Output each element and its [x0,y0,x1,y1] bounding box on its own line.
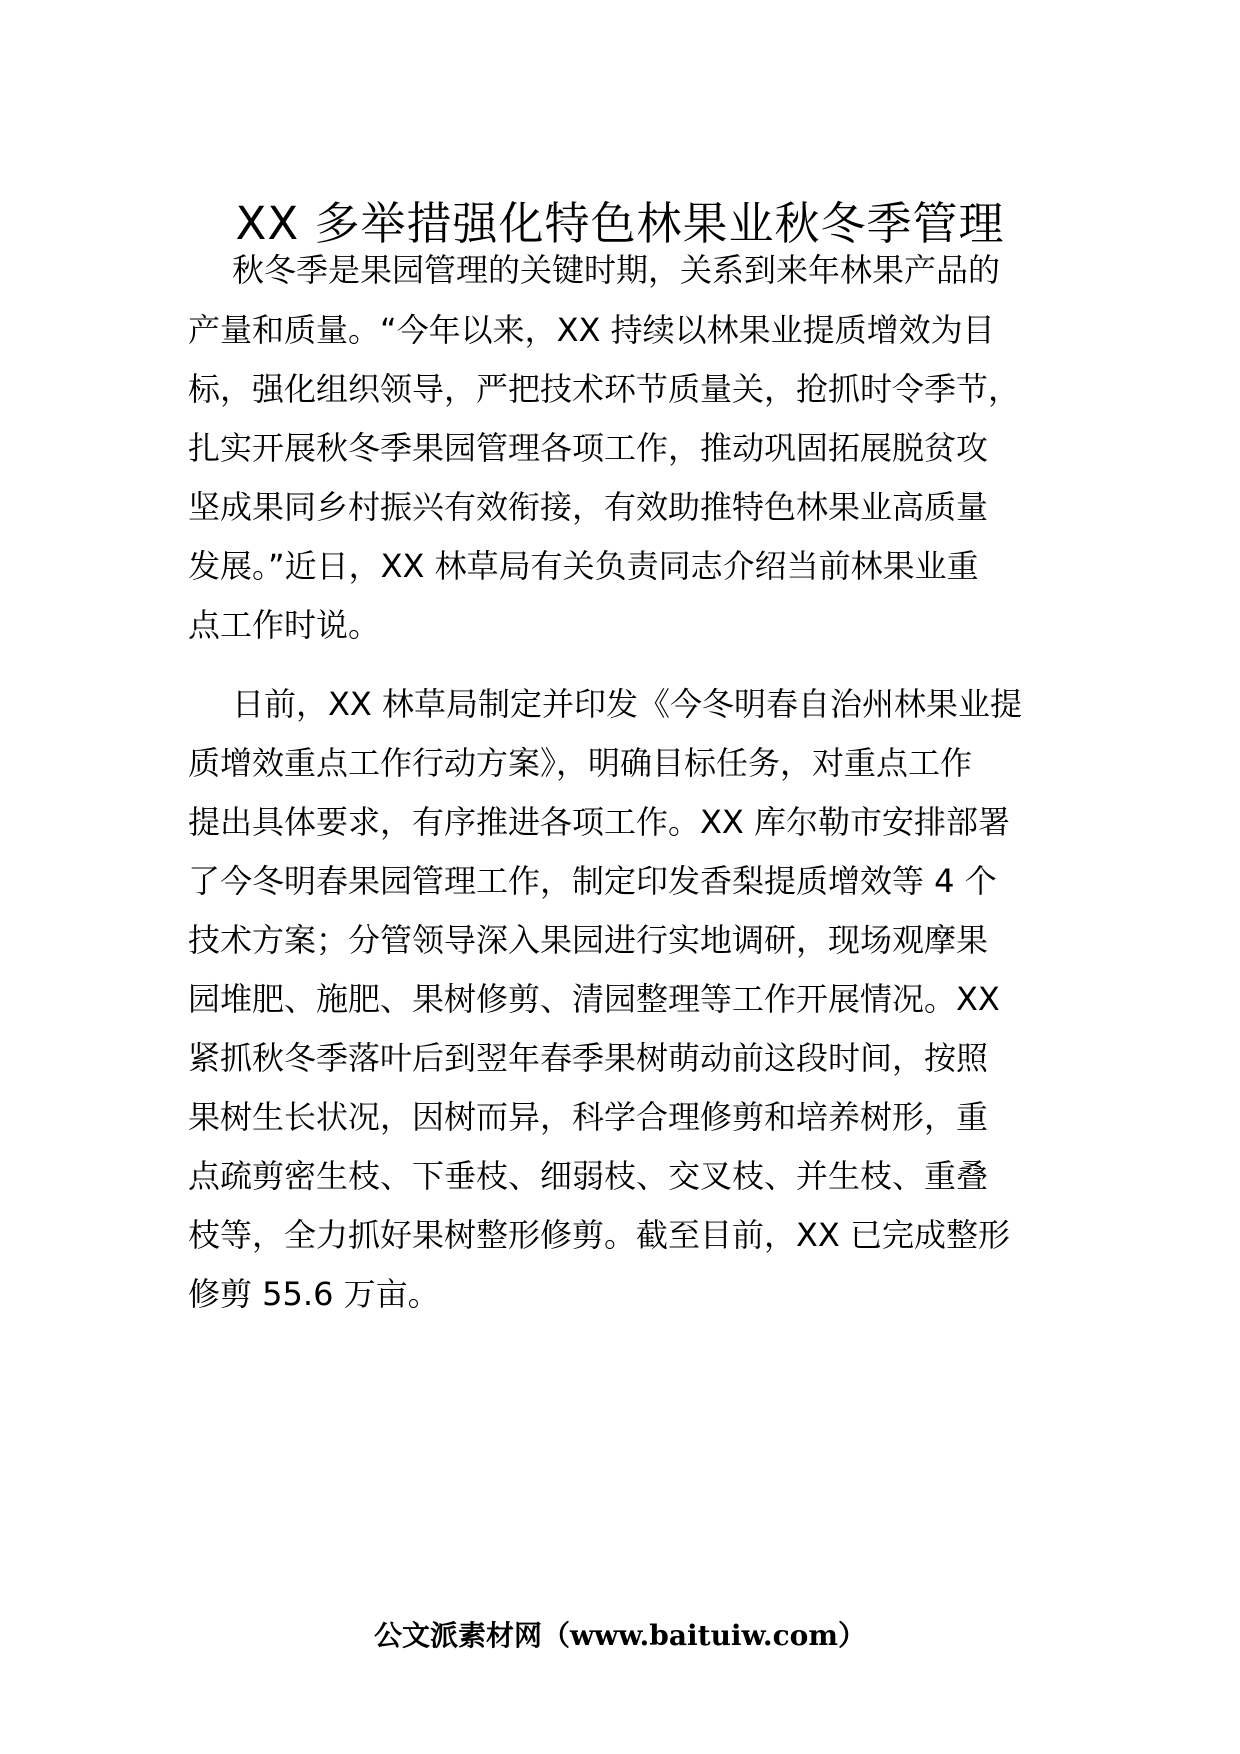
paragraph-line: 坚成果同乡村振兴有效衔接，有效助推特色林果业高质量 [188,488,989,526]
paragraph-line: 果树生长状况，因树而异，科学合理修剪和培养树形，重 [188,1098,989,1136]
paragraph-line: 园堆肥、施肥、果树修剪、清园整理等工作开展情况。XX [188,980,1000,1018]
paragraph-line: 技术方案；分管领导深入果园进行实地调研，现场观摩果 [188,921,989,959]
paragraph-line: 点疏剪密生枝、下垂枝、细弱枝、交叉枝、并生枝、重叠 [188,1157,989,1195]
paragraph-line: 秋冬季是果园管理的关键时期，关系到来年林果产品的 [232,251,1001,289]
paragraph-line: 标，强化组织领导，严把技术环节质量关，抢抓时令季节， [188,370,1021,408]
paragraph-line: 扎实开展秋冬季果园管理各项工作，推动巩固拓展脱贫攻 [188,429,989,467]
paragraph-line: 日前，XX 林草局制定并印发《今冬明春自治州林果业提 [232,685,1023,723]
paragraph-line: 点工作时说。 [188,606,381,644]
paragraph-line: 提出具体要求，有序推进各项工作。XX 库尔勒市安排部署 [188,803,1011,841]
paragraph-line: 发展。”近日，XX 林草局有关负责同志介绍当前林果业重 [188,547,979,585]
paragraph-line: 了今冬明春果园管理工作，制定印发香梨提质增效等 4 个 [188,862,997,900]
paragraph-line: 产量和质量。“今年以来，XX 持续以林果业提质增效为目 [188,311,995,349]
document-title: XX 多举措强化特色林果业秋冬季管理 [235,197,1005,250]
paragraph-line: 质增效重点工作行动方案》，明确目标任务，对重点工作 [188,744,973,782]
paragraph-line: 紧抓秋冬季落叶后到翌年春季果树萌动前这段时间，按照 [188,1039,989,1077]
paragraph-line: 枝等，全力抓好果树整形修剪。截至目前，XX 已完成整形 [188,1216,1011,1254]
footer-source: 公文派素材网（www.baituiw.com） [374,1619,866,1652]
paragraph-line: 修剪 55.6 万亩。 [188,1275,440,1313]
